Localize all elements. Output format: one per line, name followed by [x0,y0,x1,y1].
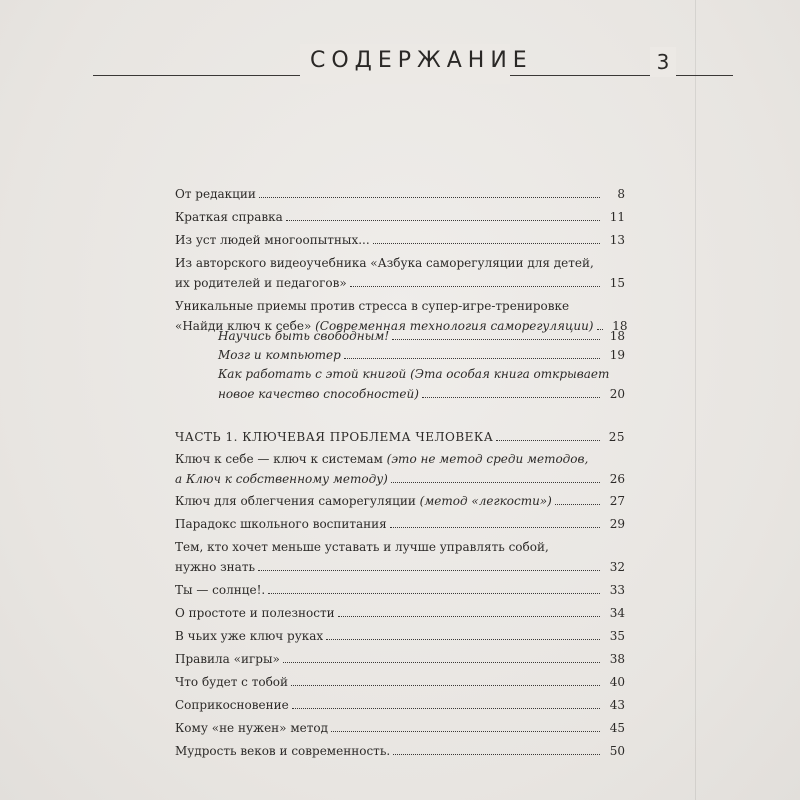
toc-entry [175,230,625,250]
toc-entry-title-line1: Тем, кто хочет меньше уставать и лучше управлять собой, [175,540,549,554]
toc-page-number: 20 [609,387,625,401]
toc-entry [175,603,625,623]
toc-leader [258,570,600,571]
toc-entry-title: ЧАСТЬ 1. КЛЮЧЕВАЯ ПРОБЛЕМА ЧЕЛОВЕКА [175,430,494,444]
toc-leader [390,527,600,528]
toc-entry-title-line2: нужно знать [175,560,256,574]
toc-leader [422,397,600,398]
toc-entry [175,207,625,227]
toc-entry-title: Научись быть свободным! [218,329,390,343]
toc-page-number: 50 [609,744,625,758]
toc-page-number: 26 [609,472,625,486]
toc-leader [344,358,600,359]
toc-entry [175,514,625,534]
toc-entry [175,253,625,293]
toc-page-number: 11 [609,210,625,224]
toc-page-number: 18 [612,319,628,333]
toc-entry-title: От редакции [175,187,256,201]
toc-entry-title-line2: новое качество способностей) [218,387,419,401]
toc-leader [555,504,600,505]
toc-entry-title: Ты — солнце!. [175,583,266,597]
toc-leader [496,440,600,441]
toc-leader [393,754,600,755]
toc-entry [175,580,625,600]
toc-entry [175,537,625,577]
toc-leader [373,243,600,244]
toc-entry-title-line1: Уникальные приемы против стресса в супер-игре-тренировке [175,299,570,313]
toc-page-number: 18 [609,329,625,343]
toc-entry-title: Соприкосновение [175,698,289,712]
toc-entry-title: Мудрость веков и современность. [175,744,391,758]
toc-entry-title: Парадокс школьного воспитания [175,517,387,531]
toc-entry-subtitle: (Современная технология саморегуляции) [315,319,594,333]
toc-entry [175,449,625,489]
toc-leader [331,731,600,732]
toc-entry [175,626,625,646]
toc-entry-title: Правила «игры» [175,652,280,666]
toc-leader [283,662,600,663]
page-edge-line [695,0,696,800]
toc-page-number: 27 [609,494,625,508]
toc-page-number: 29 [609,517,625,531]
toc-page-number: 40 [609,675,625,689]
toc-entry-title-line2: а Ключ к собственному методу) [175,472,388,486]
toc-page-number: 34 [609,606,625,620]
toc-entry [175,718,625,738]
toc-leader [286,220,600,221]
toc-page-number: 38 [609,652,625,666]
toc-leader [259,197,600,198]
toc-entry [175,649,625,669]
toc-entry-title: Мозг и компьютер [218,348,341,362]
toc-part-heading [175,427,625,447]
toc-entry [175,672,625,692]
toc-leader [392,339,600,340]
toc-leader [292,708,600,709]
toc-page-number: 25 [608,430,625,444]
toc-entry-subtitle: (метод «легкости») [419,494,552,508]
toc-entry-title-line1: Из авторского видеоучебника «Азбука саморегуляции для детей, [175,256,594,270]
toc-entry-title: Кому «не нужен» метод [175,721,329,735]
page-number: 3 [650,47,676,77]
toc-leader [350,286,600,287]
toc-entry-title-line1: Ключ к себе — ключ к системам [175,452,387,466]
toc-page-number: 8 [617,187,625,201]
toc-subentry [218,345,625,365]
toc-page-number: 32 [609,560,625,574]
toc-leader [338,616,600,617]
toc-leader [268,593,600,594]
toc-leader [291,685,600,686]
toc-subentry [218,326,625,346]
toc-entry [175,184,625,204]
toc-page-number: 19 [609,348,625,362]
toc-entry-title-line2: их родителей и педагогов» [175,276,347,290]
toc-entry-title: О простоте и полезности [175,606,335,620]
toc-leader [326,639,600,640]
toc-page-number: 45 [609,721,625,735]
toc-entry [175,695,625,715]
toc-entry-title: В чьих уже ключ руках [175,629,324,643]
toc-entry-subtitle: (это не метод среди методов, [386,452,589,466]
toc-page-number: 33 [609,583,625,597]
toc-entry-title: Краткая справка [175,210,283,224]
toc-page-number: 13 [609,233,625,247]
toc-entry-title: Из уст людей многоопытных... [175,233,370,247]
toc-leader [391,482,600,483]
page-title: СОДЕРЖАНИЕ [310,48,533,73]
toc-entry [175,741,625,761]
toc-page-number: 43 [609,698,625,712]
toc-entry [175,491,625,511]
toc-subentry [218,364,625,404]
toc-entry-title: Что будет с тобой [175,675,289,689]
toc-entry-title-line1: Как работать с этой книгой (Эта особая книга открывает [218,367,610,381]
toc-page-number: 15 [609,276,625,290]
toc-entry-title: Ключ для облегчения саморегуляции [175,494,420,508]
toc-entry-title-line2: «Найди ключ к себе» [175,319,316,333]
toc-page-number: 35 [609,629,625,643]
